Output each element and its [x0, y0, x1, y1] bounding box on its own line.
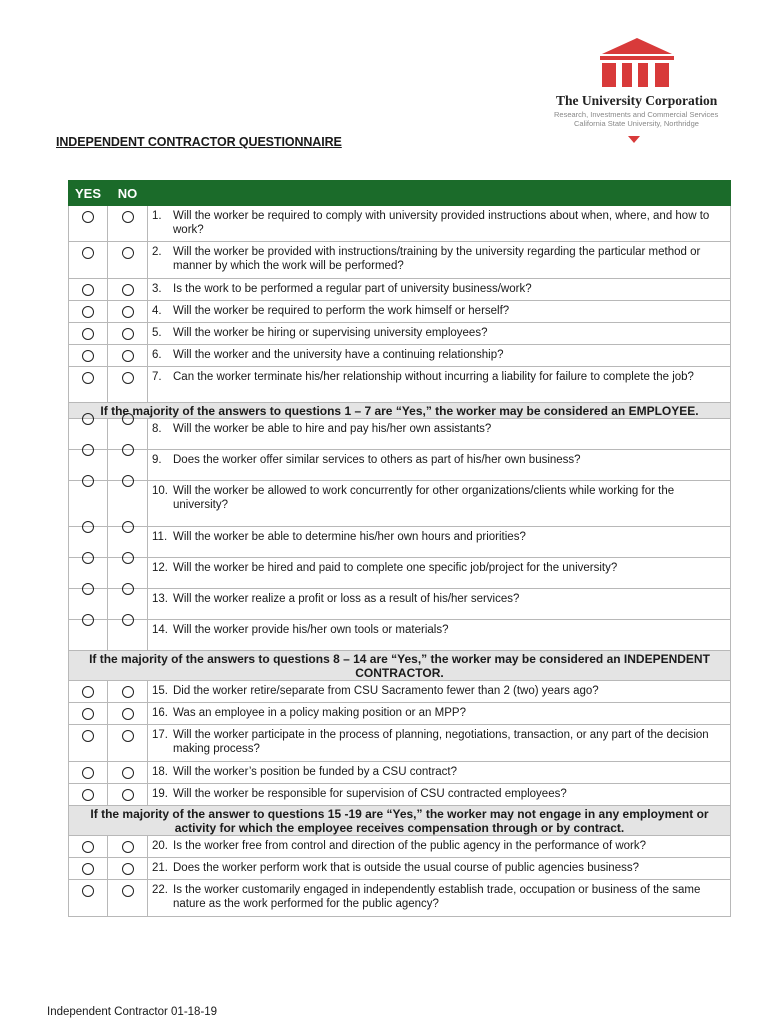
question-cell	[148, 762, 731, 784]
question-row	[69, 527, 731, 558]
yes-radio[interactable]	[82, 708, 94, 720]
question-row	[69, 279, 731, 301]
question-cell	[148, 836, 731, 858]
question-text: Will the worker realize a profit or loss as a result of his/her services?	[173, 593, 520, 605]
no-column-header: NO	[108, 181, 148, 206]
summary-text: If the majority of the answers to questions 8 – 14 are “Yes,” the worker may be considered an INDEPENDENT CONTRACTOR.	[89, 652, 710, 680]
yes-radio[interactable]	[82, 372, 94, 384]
yes-radio[interactable]	[82, 284, 94, 296]
question-number: 12.	[152, 562, 168, 574]
no-radio[interactable]	[122, 841, 134, 853]
question-number: 14.	[152, 624, 168, 636]
question-text: Is the worker customarily engaged in independently establish trade, occupation or business of the same nature as the work performed for the public agency?	[173, 884, 701, 910]
no-radio[interactable]	[122, 475, 134, 487]
question-cell	[148, 880, 731, 917]
question-text: Will the worker provide his/her own tools or materials?	[173, 624, 449, 636]
question-row	[69, 880, 731, 917]
no-cell	[108, 242, 148, 279]
yes-radio[interactable]	[82, 583, 94, 595]
question-number: 3.	[152, 283, 162, 295]
yes-cell	[69, 703, 108, 725]
yes-radio[interactable]	[82, 247, 94, 259]
question-number: 15.	[152, 685, 168, 697]
yes-radio[interactable]	[82, 552, 94, 564]
question-number: 16.	[152, 707, 168, 719]
no-cell	[108, 206, 148, 242]
question-cell	[148, 681, 731, 703]
document-title: INDEPENDENT CONTRACTOR QUESTIONNAIRE	[56, 135, 342, 149]
no-cell	[108, 880, 148, 917]
question-row	[69, 558, 731, 589]
yes-cell	[69, 784, 108, 806]
university-corporation-logo	[548, 36, 728, 146]
no-cell	[108, 481, 148, 527]
question-number: 6.	[152, 349, 162, 361]
question-text: Is the worker free from control and direction of the public agency in the performance of work?	[173, 840, 647, 852]
no-radio[interactable]	[122, 521, 134, 533]
question-cell	[148, 242, 731, 279]
question-cell	[148, 279, 731, 301]
no-radio[interactable]	[122, 350, 134, 362]
no-cell	[108, 681, 148, 703]
summary-text: If the majority of the answer to questions 15 -19 are “Yes,” the worker may not engage in any employment or activity for which the employee receives compensation through or by contract.	[90, 807, 709, 835]
no-radio[interactable]	[122, 306, 134, 318]
question-cell	[148, 858, 731, 880]
question-cell	[148, 620, 731, 651]
question-text: Will the worker be hired and paid to complete one specific job/project for the university?	[173, 562, 618, 574]
question-text: Will the worker be required to perform the work himself or herself?	[173, 305, 510, 317]
yes-radio[interactable]	[82, 521, 94, 533]
question-number: 7.	[152, 371, 162, 383]
yes-radio[interactable]	[82, 789, 94, 801]
no-cell	[108, 784, 148, 806]
question-cell	[148, 481, 731, 527]
question-row	[69, 784, 731, 806]
no-radio[interactable]	[122, 686, 134, 698]
question-text: Is the work to be performed a regular part of university business/work?	[173, 283, 532, 295]
question-row	[69, 301, 731, 323]
question-row	[69, 367, 731, 403]
question-cell	[148, 419, 731, 450]
question-cell	[148, 784, 731, 806]
no-radio[interactable]	[122, 767, 134, 779]
question-cell	[148, 725, 731, 762]
question-row	[69, 620, 731, 651]
question-cell	[148, 345, 731, 367]
question-row	[69, 681, 731, 703]
question-row	[69, 450, 731, 481]
yes-radio[interactable]	[82, 475, 94, 487]
no-cell	[108, 323, 148, 345]
question-number: 2.	[152, 246, 162, 258]
yes-cell	[69, 323, 108, 345]
no-radio[interactable]	[122, 211, 134, 223]
yes-radio[interactable]	[82, 444, 94, 456]
summary-row	[69, 806, 731, 836]
no-radio[interactable]	[122, 247, 134, 259]
question-cell	[148, 558, 731, 589]
no-radio[interactable]	[122, 284, 134, 296]
table-header	[69, 181, 731, 206]
no-radio[interactable]	[122, 614, 134, 626]
question-number: 5.	[152, 327, 162, 339]
question-row	[69, 206, 731, 242]
no-radio[interactable]	[122, 789, 134, 801]
question-cell	[148, 527, 731, 558]
summary-contractor	[69, 651, 731, 681]
page-footer: Independent Contractor 01-18-19	[47, 1006, 218, 1018]
question-row	[69, 762, 731, 784]
org-name: The University Corporation	[556, 93, 718, 108]
no-cell	[108, 703, 148, 725]
questionnaire-table	[68, 180, 731, 917]
yes-radio[interactable]	[82, 211, 94, 223]
yes-radio[interactable]	[82, 306, 94, 318]
question-number: 1.	[152, 210, 162, 222]
question-text: Did the worker retire/separate from CSU Sacramento fewer than 2 (two) years ago?	[173, 685, 599, 697]
yes-radio[interactable]	[82, 328, 94, 340]
summary-compensation	[69, 806, 731, 836]
yes-cell	[69, 880, 108, 917]
no-radio[interactable]	[122, 730, 134, 742]
no-cell	[108, 620, 148, 651]
question-row	[69, 858, 731, 880]
question-cell	[148, 450, 731, 481]
question-text: Was an employee in a policy making position or an MPP?	[173, 707, 466, 719]
question-cell	[148, 589, 731, 620]
no-cell	[108, 836, 148, 858]
yes-cell	[69, 481, 108, 527]
yes-cell	[69, 345, 108, 367]
no-cell	[108, 858, 148, 880]
yes-radio[interactable]	[82, 350, 94, 362]
question-row	[69, 725, 731, 762]
question-text: Will the worker be required to comply with university provided instructions about when, where, and how to work?	[173, 210, 710, 236]
question-row	[69, 345, 731, 367]
question-text: Will the worker be able to determine his/her own hours and priorities?	[173, 531, 526, 543]
yes-cell	[69, 836, 108, 858]
summary-row	[69, 403, 731, 419]
no-cell	[108, 301, 148, 323]
no-radio[interactable]	[122, 552, 134, 564]
summary-employee	[69, 403, 731, 419]
question-row	[69, 481, 731, 527]
triangle-down-icon	[628, 136, 640, 143]
org-campus: California State University, Northridge	[574, 119, 699, 128]
org-subtitle: Research, Investments and Commercial Services	[554, 110, 719, 119]
yes-cell	[69, 301, 108, 323]
yes-cell	[69, 242, 108, 279]
question-text: Will the worker be hiring or supervising university employees?	[173, 327, 488, 339]
yes-cell	[69, 620, 108, 651]
question-row	[69, 419, 731, 450]
yes-radio[interactable]	[82, 863, 94, 875]
yes-cell	[69, 762, 108, 784]
question-text: Will the worker be responsible for supervision of CSU contracted employees?	[173, 788, 567, 800]
yes-radio[interactable]	[82, 614, 94, 626]
no-radio[interactable]	[122, 372, 134, 384]
question-cell	[148, 301, 731, 323]
question-number: 13.	[152, 593, 168, 605]
question-cell	[148, 703, 731, 725]
no-cell	[108, 279, 148, 301]
yes-cell	[69, 858, 108, 880]
no-radio[interactable]	[122, 885, 134, 897]
no-cell	[108, 725, 148, 762]
question-text: Will the worker be provided with instructions/training by the university regarding the particular method or manner by which the work will be performed?	[173, 246, 701, 272]
question-text: Will the worker be able to hire and pay his/her own assistants?	[173, 423, 492, 435]
question-text: Will the worker be allowed to work concurrently for other organizations/clients while working for the university?	[173, 485, 675, 511]
no-radio[interactable]	[122, 708, 134, 720]
yes-radio[interactable]	[82, 686, 94, 698]
building-logo-icon	[600, 36, 674, 88]
question-number: 11.	[152, 531, 168, 543]
question-text: Can the worker terminate his/her relationship without incurring a liability for failure to complete the job?	[173, 371, 694, 383]
question-number: 10.	[152, 485, 168, 497]
question-text: Will the worker and the university have a continuing relationship?	[173, 349, 504, 361]
no-radio[interactable]	[122, 583, 134, 595]
summary-row	[69, 651, 731, 681]
yes-cell	[69, 367, 108, 403]
yes-radio[interactable]	[82, 885, 94, 897]
question-number: 22.	[152, 884, 168, 896]
question-cell	[148, 367, 731, 403]
no-cell	[108, 345, 148, 367]
question-number: 9.	[152, 454, 162, 466]
yes-cell	[69, 725, 108, 762]
question-column-header	[148, 181, 731, 206]
question-row	[69, 703, 731, 725]
yes-cell	[69, 681, 108, 703]
question-text: Does the worker perform work that is outside the usual course of public agencies business?	[173, 862, 639, 874]
yes-radio[interactable]	[82, 413, 94, 425]
no-radio[interactable]	[122, 328, 134, 340]
question-text: Will the worker’s position be funded by a CSU contract?	[173, 766, 458, 778]
question-cell	[148, 206, 731, 242]
question-number: 18.	[152, 766, 168, 778]
no-radio[interactable]	[122, 444, 134, 456]
question-number: 19.	[152, 788, 168, 800]
yes-cell	[69, 206, 108, 242]
question-row	[69, 323, 731, 345]
question-row	[69, 836, 731, 858]
question-row	[69, 589, 731, 620]
yes-radio[interactable]	[82, 730, 94, 742]
no-radio[interactable]	[122, 863, 134, 875]
question-cell	[148, 323, 731, 345]
yes-radio[interactable]	[82, 841, 94, 853]
yes-column-header: YES	[69, 181, 108, 206]
question-row	[69, 242, 731, 279]
no-cell	[108, 762, 148, 784]
summary-text: If the majority of the answers to questions 1 – 7 are “Yes,” the worker may be considered an EMPLOYEE.	[100, 404, 699, 418]
question-number: 21.	[152, 862, 168, 874]
yes-radio[interactable]	[82, 767, 94, 779]
question-text: Does the worker offer similar services to others as part of his/her own business?	[173, 454, 581, 466]
no-cell	[108, 367, 148, 403]
no-radio[interactable]	[122, 413, 134, 425]
question-text: Will the worker participate in the process of planning, negotiations, transaction, or any part of the decision making process?	[173, 729, 709, 755]
question-number: 17.	[152, 729, 168, 741]
question-number: 20.	[152, 840, 168, 852]
question-number: 8.	[152, 423, 162, 435]
question-number: 4.	[152, 305, 162, 317]
yes-cell	[69, 279, 108, 301]
